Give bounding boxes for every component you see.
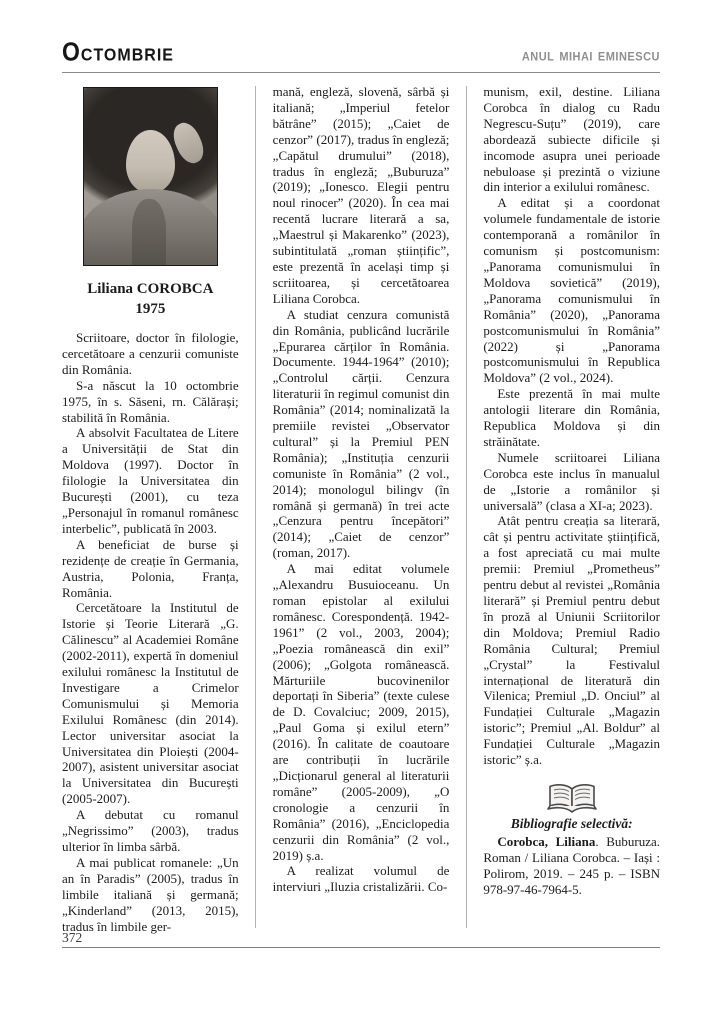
- bio-paragraph: Este prezentă în mai multe antologii literare din România, Republica Moldova și din străinătate.: [483, 386, 661, 449]
- page-number: 372: [62, 930, 83, 945]
- bio-paragraph: Atât pentru creația sa literară, cât și pentru activitate științifică, a fost apreciată cu mai multe premii: Premiul „Prometheus” pentru debut al revistei „România literară” și Premiul pentru debut în proză al Uniunii Scriitorilor din Moldova; Premiul Radio România Cultural; Premiul „Crystal” la Festivalul internațional de literatură din Vilenica; Premiul „D. Onciul” al Fundației Culturale „Magazin istoric”; Premiul „Al. Boldur” al Fundației Culturale „Magazin istoric” ș.a.: [483, 513, 661, 768]
- bio-paragraph: A mai editat volumele „Alexandru Busuioceanu. Un roman epistolar al exilului românesc. Corespondență. 1942-1961” (2 vol., 2003, 2004); „Poezia românească din exil” (2006); „Golgota românească. Mărturiile bucovinenilor deportați în Siberia” (texte culese de D. Covalciuc; 2009, 2015), „Paul Goma și exilul etern” (2016). În calitate de coautoare are contribuții în lucrările „Dicționarul general al literaturii române” (2005-2009), „O cronologie a cenzurii în România” (2016), „Enciclopedia cenzurii din România” (2 vol., 2019) ș.a.: [272, 561, 450, 863]
- bio-paragraph: A mai publicat romanele: „Un an în Paradis” (2005), tradus în limbile italiană și germană; „Kinderland” (2013, 2015), tradus în limbile ger-: [62, 854, 239, 934]
- bio-paragraph: Scriitoare, doctor în filologie, cercetătoare a cenzurii comuniste din România.: [62, 330, 239, 377]
- bio-paragraph: munism, exil, destine. Liliana Corobca în dialog cu Radu Negrescu-Suțu” (2019), care abordează subiecte dificile și incomode asupra unei perioade nebuloase și prezintă o viziune din interior a exilului românesc.: [483, 84, 661, 195]
- header-rule: [62, 72, 660, 73]
- footer-rule: [62, 947, 660, 948]
- bio-paragraph: A absolvit Facultatea de Litere a Universității de Stat din Moldova (1997). Doctor în filologie la Universitatea din București (2001), cu teza „Personajul în romanul românesc interbelic”, publicată în 2003.: [62, 425, 239, 536]
- column-divider: [466, 86, 467, 928]
- column-1: [62, 84, 239, 934]
- page-footer: [62, 929, 660, 947]
- bio-paragraph: A debutat cu romanul „Negrissimo” (2003), tradus ulterior în limba sârbă.: [62, 807, 239, 854]
- text-columns: [62, 84, 660, 934]
- bio-paragraph: Cercetătoare la Institutul de Istorie și Teorie Literară „G. Călinescu” al Academiei Române (2002-2011), expertă în domeniul exilului românesc la Institutul de Investigare a Crimelor Comunismului și Memoria Exilului Românesc (din 2014). Lector universitar asociat la Universitatea din Ploiești (2004-2007), asistent universitar asociat la Universitatea din București (2005-2007).: [62, 600, 239, 807]
- column-2: [273, 84, 450, 934]
- bibliography-entry: [483, 834, 660, 898]
- portrait-photo: [83, 87, 218, 266]
- bio-paragraph: S-a născut la 10 octombrie 1975, în s. Săseni, rn. Călărași; stabilită în România.: [62, 377, 239, 425]
- bio-paragraph: A studiat cenzura comunistă din România, publicând lucrările „Epurarea cărților în România. Documente. 1944-1964” (2010); „Controlul cărții. Cenzura literaturii în regimul comunist din România” (2014; nominalizată la premiile revistei „Observator cultural” și la Premiul PEN România); „Instituția cenzurii comuniste în România” (2 vol., 2014); monologul bilingv (în română și germană) în trei acte „Cenzura pentru începători” (2014); „Caiet de cenzor” (roman, 2017).: [272, 306, 450, 561]
- bio-paragraph: A beneficiat de burse și rezidențe de creație în Germania, Austria, Polonia, Franța, România.: [62, 536, 239, 600]
- portrait-face: [126, 130, 175, 193]
- bibliography-title: Bibliografie selectivă:: [510, 815, 633, 831]
- bio-paragraph: Numele scriitoarei Liliana Corobca este inclus în manualul de „Istorie a românilor și universală” (clasa a XI-a; 2023).: [483, 449, 661, 513]
- running-head: [62, 36, 660, 67]
- bio-paragraph: A editat și a coordonat volumele fundamentale de istorie contemporană a românilor în comunism și postcomunism: „Panorama comunismului în Moldova sovietică” (2019), „Panorama comunismului în România” (2020), „Panorama postcomunismului în România” (2022) și „Panorama postcomunismului în Republica Moldova” (2 vol., 2024).: [483, 195, 661, 386]
- entry-birth-year: 1975: [135, 301, 166, 317]
- bio-paragraph: A realizat volumul de interviuri „Iluzia cristalizării. Co-: [272, 863, 450, 895]
- bibliography-section: [483, 782, 660, 898]
- running-head-month: Octombrie: [62, 36, 174, 66]
- bibliography-author: Corobca, Liliana: [497, 833, 596, 849]
- bio-paragraph: mană, engleză, slovenă, sârbă și italiană; „Imperiul fetelor bătrâne” (2015); „Caiet de cenzor” (2017), tradus în engleză; „Capătul drumului” (2018), tradus în engleză; „Buburuza” (2019); „Ionesco. Elegii pentru noul rinocer” (2020). În cea mai recentă lucrare literară a sa, „Maestrul și Makarenko” (2023), subintitulată „roman științific”, este prezentă în același timp și scriitoarea, și cercetătoarea Liliana Corobca.: [272, 84, 450, 306]
- entry-name: Liliana COROBCA: [87, 281, 214, 297]
- bibliography-details: . Buburuza. Roman / Liliana Corobca. – Iași : Polirom, 2019. – 245 p. – ISBN 978-97-46-7964-5.: [483, 833, 661, 897]
- running-head-year-title: anul mihai eminescu: [521, 46, 660, 65]
- open-book-icon: [546, 782, 598, 814]
- portrait-scarf: [83, 189, 218, 266]
- column-3: [483, 84, 660, 934]
- column-divider: [255, 86, 256, 928]
